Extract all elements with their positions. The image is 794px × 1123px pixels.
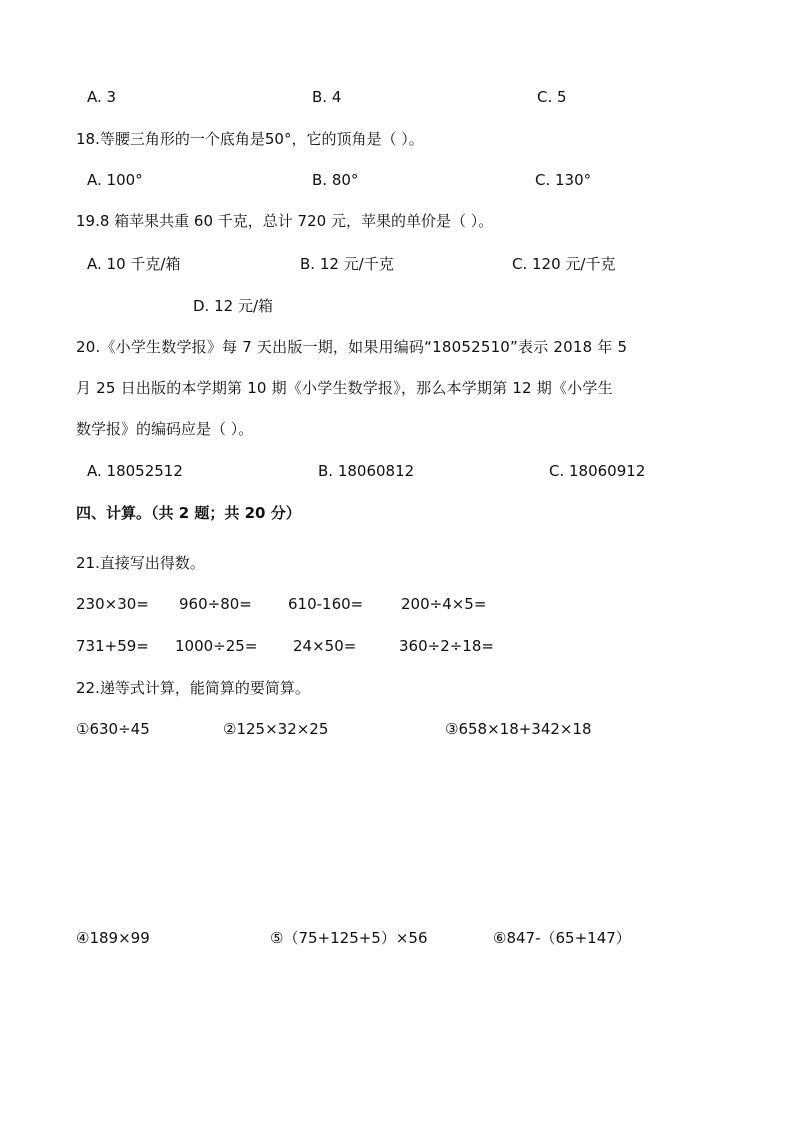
q22-item-5: ⑤（75+125+5）×56 [270, 929, 428, 947]
q20-stem-line1: 20.《小学生数学报》每 7 天出版一期，如果用编码“18052510”表示 2018 年 5 [76, 338, 628, 356]
q22-item-2: ②125×32×25 [223, 720, 329, 738]
q21-item-7: 24×50= [293, 637, 357, 655]
q22-item-4: ④189×99 [76, 929, 150, 947]
q20-stem-line2: 月 25 日出版的本学期第 10 期《小学生数学报》，那么本学期第 12 期《小学生 [76, 379, 613, 397]
q21-item-1: 230×30= [76, 595, 149, 613]
q18-option-c: C. 130° [535, 171, 592, 189]
q22-item-3: ③658×18+342×18 [445, 720, 592, 738]
q20-option-a: A. 18052512 [87, 462, 183, 480]
q21-item-4: 200÷4×5= [401, 595, 487, 613]
q19-option-c: C. 120 元/千克 [512, 255, 616, 273]
q19-stem: 19.8 箱苹果共重 60 千克，总计 720 元，苹果的单价是（ ）。 [76, 212, 494, 230]
q22-item-1: ①630÷45 [76, 720, 150, 738]
q19-option-d: D. 12 元/箱 [193, 297, 273, 315]
q19-option-b: B. 12 元/千克 [300, 255, 394, 273]
q22-item-6: ⑥847-（65+147） [493, 929, 631, 947]
q21-item-2: 960÷80= [179, 595, 252, 613]
q17-option-b: B. 4 [312, 88, 342, 106]
q21-item-8: 360÷2÷18= [399, 637, 494, 655]
q20-stem-line3: 数学报》的编码应是（ ）。 [76, 420, 254, 438]
q18-stem: 18.等腰三角形的一个底角是50°，它的顶角是（ ）。 [76, 130, 424, 148]
q21-item-6: 1000÷25= [175, 637, 258, 655]
q17-option-c: C. 5 [537, 88, 567, 106]
q18-option-b: B. 80° [312, 171, 359, 189]
q21-item-5: 731+59= [76, 637, 149, 655]
section-heading: 四、计算。（共 2 题；共 20 分） [76, 504, 301, 522]
q21-stem: 21.直接写出得数。 [76, 554, 205, 572]
q17-option-a: A. 3 [87, 88, 117, 106]
q18-option-a: A. 100° [87, 171, 143, 189]
q21-item-3: 610-160= [288, 595, 364, 613]
q20-option-c: C. 18060912 [549, 462, 646, 480]
q20-option-b: B. 18060812 [318, 462, 415, 480]
q19-option-a: A. 10 千克/箱 [87, 255, 181, 273]
q22-stem: 22.递等式计算，能简算的要简算。 [76, 679, 310, 697]
